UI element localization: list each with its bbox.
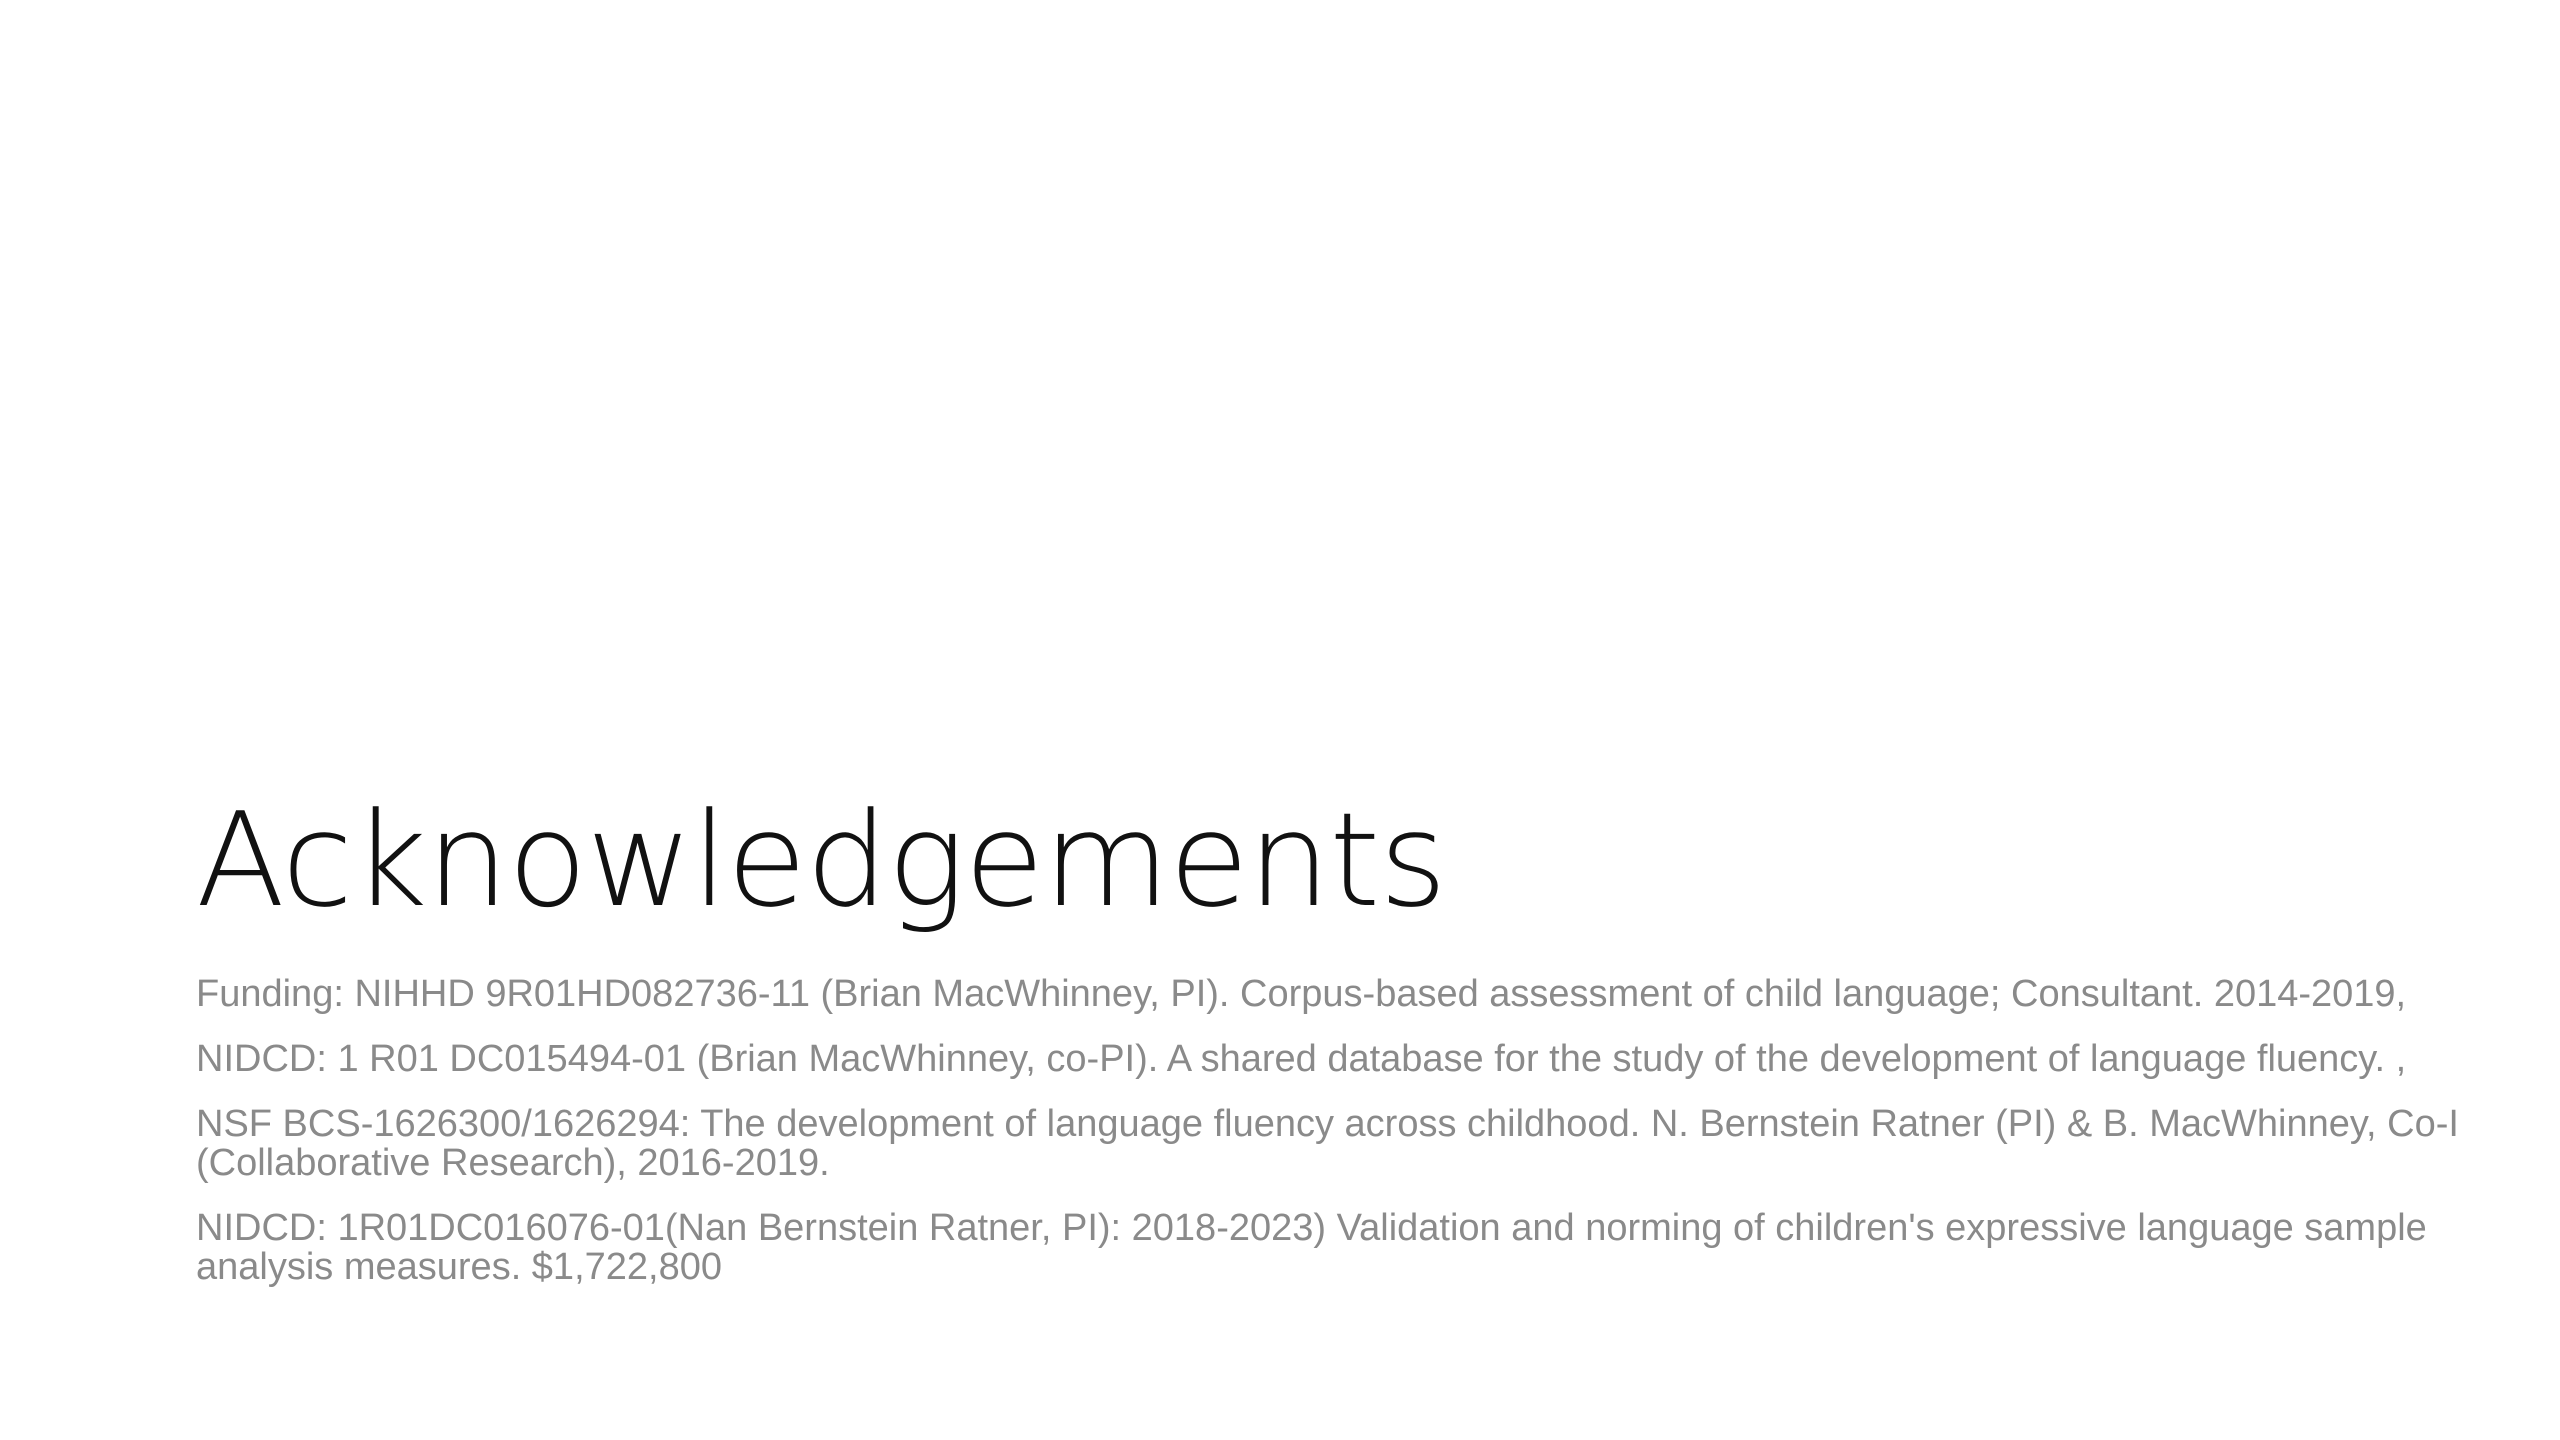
acknowledgement-item-nidcd-validation: NIDCD: 1R01DC016076-01(Nan Bernstein Ratner, PI): 2018-2023) Validation and norming of children's expressive language sample analysis measures. $1,722,800: [196, 1207, 2427, 1288]
acknowledgement-item-funding-nihhd: Funding: NIHHD 9R01HD082736-11 (Brian MacWhinney, PI). Corpus-based assessment of child language; Consultant. 2014-2019,: [196, 973, 2407, 1015]
slide-title: Acknowledgements: [196, 784, 1446, 936]
acknowledgement-item-nidcd-fluency: NIDCD: 1 R01 DC015494-01 (Brian MacWhinney, co-PI). A shared database for the study of the development of language fluency. ,: [196, 1038, 2407, 1080]
acknowledgements-list: [196, 975, 2466, 1313]
acknowledgement-item-nsf: NSF BCS-1626300/1626294: The development of language fluency across childhood. N. Bernstein Ratner (PI) & B. MacWhinney, Co-I (Collaborative Research), 2016-2019.: [196, 1103, 2459, 1184]
